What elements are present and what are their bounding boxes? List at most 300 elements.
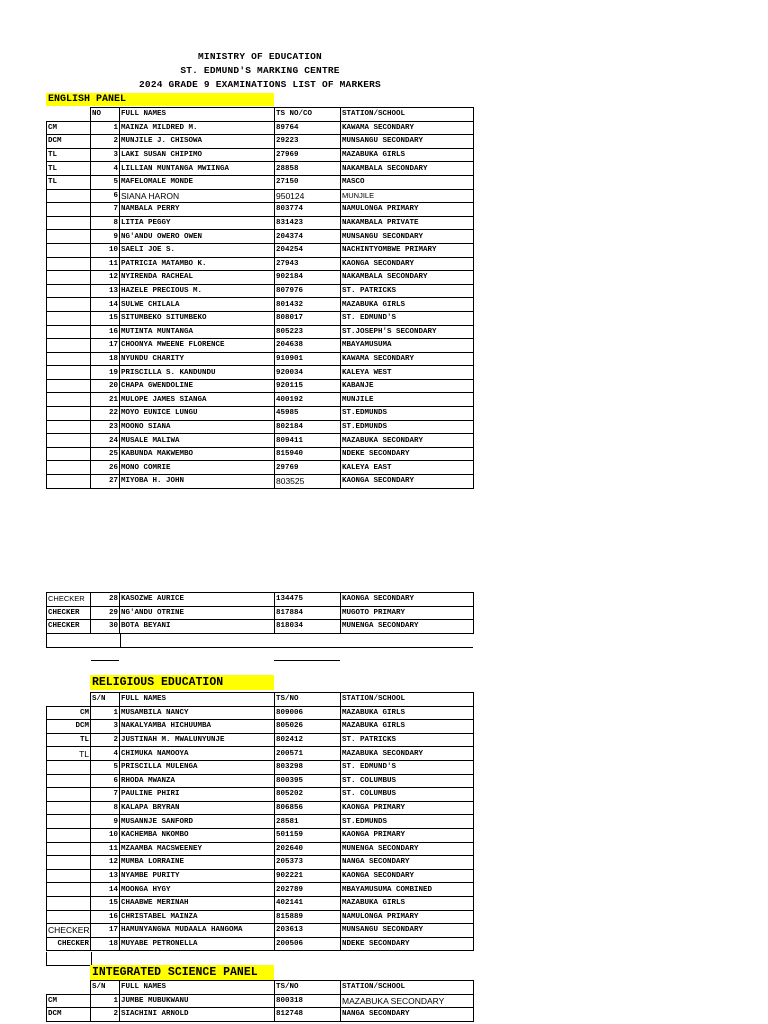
column-header: TS/NO — [275, 981, 341, 995]
full-name-cell: NYAMBE PURITY — [120, 869, 275, 883]
science-panel-title: INTEGRATED SCIENCE PANEL — [90, 965, 274, 980]
table-row — [47, 994, 474, 1008]
role-cell — [47, 910, 91, 924]
role-cell: TL — [47, 733, 91, 747]
full-name-cell: MOONO SIANA — [120, 420, 275, 434]
full-name-cell: CHAABWE MERINAH — [120, 896, 275, 910]
full-name-cell: CHAPA GWENDOLINE — [120, 379, 275, 393]
station-cell: MUNENGA SECONDARY — [341, 620, 474, 634]
number-cell: 7 — [91, 788, 120, 802]
number-cell: 12 — [91, 856, 120, 870]
blank-row-rule — [274, 660, 340, 661]
number-cell: 1 — [91, 994, 120, 1008]
station-cell: MAZABUKA GIRLS — [341, 148, 474, 162]
station-cell: ST. PATRICKS — [341, 284, 474, 298]
ts-number-cell: 803525 — [275, 475, 341, 489]
column-header — [47, 981, 91, 995]
number-cell: 14 — [91, 298, 120, 312]
station-cell: NAKAMBALA SECONDARY — [341, 271, 474, 285]
role-cell: DCM — [47, 135, 91, 149]
ts-number-cell: 815889 — [275, 910, 341, 924]
role-cell — [47, 189, 91, 203]
station-cell: ST. COLUMBUS — [341, 774, 474, 788]
role-cell — [47, 434, 91, 448]
station-cell: KALEYA EAST — [341, 461, 474, 475]
role-cell — [47, 243, 91, 257]
number-cell: 10 — [91, 243, 120, 257]
number-cell: 18 — [91, 937, 120, 951]
table-row — [47, 121, 474, 135]
column-header: TS NO/CO — [275, 108, 341, 122]
role-cell: CM — [47, 994, 91, 1008]
table-row — [47, 815, 474, 829]
full-name-cell: MOONGA HYGY — [120, 883, 275, 897]
column-header: S/N — [91, 693, 120, 707]
station-cell: ST. EDMUND'S — [341, 311, 474, 325]
number-cell: 24 — [91, 434, 120, 448]
station-cell: MUNSANGU SECONDARY — [341, 230, 474, 244]
role-cell — [47, 447, 91, 461]
role-cell — [47, 856, 91, 870]
role-cell — [47, 203, 91, 217]
number-cell: 17 — [91, 339, 120, 353]
station-cell: ST.EDMUNDS — [341, 815, 474, 829]
station-cell: NAKAMBALA SECONDARY — [341, 162, 474, 176]
role-cell: CHECKER — [47, 606, 91, 620]
full-name-cell: BOTA BEYANI — [120, 620, 275, 634]
full-name-cell: RHODA MWANZA — [120, 774, 275, 788]
ts-number-cell: 920115 — [275, 379, 341, 393]
ts-number-cell: 204638 — [275, 339, 341, 353]
ts-number-cell: 902221 — [275, 869, 341, 883]
table-row — [47, 842, 474, 856]
role-cell: DCM — [47, 720, 91, 734]
number-cell: 11 — [91, 257, 120, 271]
number-cell: 5 — [91, 760, 120, 774]
column-header: FULL NAMES — [120, 108, 275, 122]
full-name-cell: MZAAMBA MACSWEENEY — [120, 842, 275, 856]
full-name-cell: SITUMBEKO SITUMBEKO — [120, 311, 275, 325]
ts-number-cell: 402141 — [275, 896, 341, 910]
station-cell: NANGA SECONDARY — [341, 856, 474, 870]
table-row — [47, 298, 474, 312]
full-name-cell: HAZELE PRECIOUS M. — [120, 284, 275, 298]
role-cell: CM — [47, 706, 91, 720]
role-cell: TL — [47, 162, 91, 176]
role-cell: CM — [47, 121, 91, 135]
role-cell — [47, 475, 91, 489]
table-row — [47, 788, 474, 802]
station-cell: KAWAMA SECONDARY — [341, 121, 474, 135]
station-cell: KAONGA SECONDARY — [341, 475, 474, 489]
table-row — [47, 216, 474, 230]
table-row — [47, 937, 474, 951]
ts-number-cell: 202789 — [275, 883, 341, 897]
table-header-row — [47, 108, 474, 122]
ts-number-cell: 400192 — [275, 393, 341, 407]
number-cell: 10 — [91, 828, 120, 842]
column-header: NO — [91, 108, 120, 122]
ts-number-cell: 200571 — [275, 747, 341, 761]
full-name-cell: PRISCILLA S. KANDUNDU — [120, 366, 275, 380]
role-cell — [47, 760, 91, 774]
station-cell: MAZABUKA SECONDARY — [341, 434, 474, 448]
table-row — [47, 869, 474, 883]
blank-row-rule — [91, 660, 119, 661]
ts-number-cell: 45985 — [275, 407, 341, 421]
full-name-cell: MIYOBA H. JOHN — [120, 475, 275, 489]
number-cell: 16 — [91, 910, 120, 924]
full-name-cell: CHOONYA MWEENE FLORENCE — [120, 339, 275, 353]
station-cell: KAONGA SECONDARY — [341, 869, 474, 883]
column-header — [47, 108, 91, 122]
number-cell: 15 — [91, 896, 120, 910]
column-header: STATION/SCHOOL — [341, 981, 474, 995]
station-cell: NANGA SECONDARY — [341, 1008, 474, 1022]
ts-number-cell: 501159 — [275, 828, 341, 842]
role-cell — [47, 828, 91, 842]
station-cell: MUNENGA SECONDARY — [341, 842, 474, 856]
role-cell — [47, 883, 91, 897]
role-cell — [47, 869, 91, 883]
number-cell: 14 — [91, 883, 120, 897]
blank-row-rule — [119, 647, 473, 648]
ts-number-cell: 809006 — [275, 706, 341, 720]
column-header: FULL NAMES — [120, 693, 275, 707]
number-cell: 21 — [91, 393, 120, 407]
role-cell — [47, 801, 91, 815]
full-name-cell: SIACHINI ARNOLD — [120, 1008, 275, 1022]
role-cell — [47, 339, 91, 353]
number-cell: 4 — [91, 747, 120, 761]
full-name-cell: MUSALE MALIWA — [120, 434, 275, 448]
full-name-cell: KACHEMBA NKOMBO — [120, 828, 275, 842]
full-name-cell: MULOPE JAMES SIANGA — [120, 393, 275, 407]
ts-number-cell: 27943 — [275, 257, 341, 271]
full-name-cell: LAKI SUSAN CHIPIMO — [120, 148, 275, 162]
ts-number-cell: 205373 — [275, 856, 341, 870]
table-row — [47, 620, 474, 634]
religious-table — [46, 692, 474, 951]
table-row — [47, 447, 474, 461]
station-cell: MUGOTO PRIMARY — [341, 606, 474, 620]
number-cell: 5 — [91, 175, 120, 189]
full-name-cell: MUNJILE J. CHISOWA — [120, 135, 275, 149]
ts-number-cell: 950124 — [275, 189, 341, 203]
role-cell — [47, 230, 91, 244]
full-name-cell: JUMBE MUBUKWANU — [120, 994, 275, 1008]
full-name-cell: LITIA PEGGY — [120, 216, 275, 230]
ts-number-cell: 28858 — [275, 162, 341, 176]
number-cell: 23 — [91, 420, 120, 434]
role-cell — [47, 216, 91, 230]
station-cell: MUNSANGU SECONDARY — [341, 135, 474, 149]
station-cell: MBAYAMUSUMA COMBINED — [341, 883, 474, 897]
number-cell: 3 — [91, 720, 120, 734]
table-row — [47, 393, 474, 407]
table-row — [47, 896, 474, 910]
ts-number-cell: 817884 — [275, 606, 341, 620]
ts-number-cell: 807976 — [275, 284, 341, 298]
full-name-cell: CHRISTABEL MAINZA — [120, 910, 275, 924]
number-cell: 8 — [91, 801, 120, 815]
ts-number-cell: 818034 — [275, 620, 341, 634]
number-cell: 29 — [91, 606, 120, 620]
station-cell: NAMULONGA PRIMARY — [341, 203, 474, 217]
station-cell: MAZABUKA GIRLS — [341, 896, 474, 910]
station-cell: MUNJILE — [341, 189, 474, 203]
number-cell: 7 — [91, 203, 120, 217]
full-name-cell: SULWE CHILALA — [120, 298, 275, 312]
station-cell: NAKAMBALA PRIVATE — [341, 216, 474, 230]
role-cell — [47, 366, 91, 380]
number-cell: 12 — [91, 271, 120, 285]
table-row — [47, 593, 474, 607]
role-cell — [47, 774, 91, 788]
table-row — [47, 352, 474, 366]
english-panel-title: ENGLISH PANEL — [46, 93, 274, 106]
ts-number-cell: 920034 — [275, 366, 341, 380]
full-name-cell: SAELI JOE S. — [120, 243, 275, 257]
role-cell — [47, 325, 91, 339]
role-cell — [47, 407, 91, 421]
ts-number-cell: 808017 — [275, 311, 341, 325]
ts-number-cell: 28581 — [275, 815, 341, 829]
station-cell: KAONGA PRIMARY — [341, 801, 474, 815]
number-cell: 2 — [91, 1008, 120, 1022]
station-cell: KAWAMA SECONDARY — [341, 352, 474, 366]
table-row — [47, 175, 474, 189]
ts-number-cell: 910901 — [275, 352, 341, 366]
english-table — [46, 107, 474, 489]
number-cell: 9 — [91, 815, 120, 829]
ts-number-cell: 202640 — [275, 842, 341, 856]
station-cell: NDEKE SECONDARY — [341, 937, 474, 951]
station-cell: NAMULONGA PRIMARY — [341, 910, 474, 924]
role-cell — [47, 379, 91, 393]
table-row — [47, 148, 474, 162]
full-name-cell: NYIRENDA RACHEAL — [120, 271, 275, 285]
full-name-cell: NAKALYAMBA HICHUUMBA — [120, 720, 275, 734]
station-cell: MAZABUKA GIRLS — [341, 706, 474, 720]
ts-number-cell: 200506 — [275, 937, 341, 951]
ts-number-cell: 29223 — [275, 135, 341, 149]
full-name-cell: KASOZWE AURICE — [120, 593, 275, 607]
table-row — [47, 883, 474, 897]
full-name-cell: MUYABE PETRONELLA — [120, 937, 275, 951]
station-cell: KALEYA WEST — [341, 366, 474, 380]
role-cell: TL — [47, 747, 91, 761]
table-row — [47, 461, 474, 475]
ts-number-cell: 27150 — [275, 175, 341, 189]
table-row — [47, 856, 474, 870]
column-header — [47, 693, 91, 707]
number-cell: 4 — [91, 162, 120, 176]
number-cell: 17 — [91, 924, 120, 938]
header-line-3: 2024 GRADE 9 EXAMINATIONS LIST OF MARKERS — [139, 79, 381, 90]
table-row — [47, 243, 474, 257]
full-name-cell: CHIMUKA NAMOOYA — [120, 747, 275, 761]
role-cell — [47, 298, 91, 312]
full-name-cell: MOYO EUNICE LUNGU — [120, 407, 275, 421]
full-name-cell: PATRICIA MATAMBO K. — [120, 257, 275, 271]
role-cell — [47, 352, 91, 366]
full-name-cell: KABUNDA MAKWEMBO — [120, 447, 275, 461]
number-cell: 26 — [91, 461, 120, 475]
full-name-cell: MONO COMRIE — [120, 461, 275, 475]
role-cell — [47, 284, 91, 298]
full-name-cell: MUSAMBILA NANCY — [120, 706, 275, 720]
full-name-cell: LILLIAN MUNTANGA MWIINGA — [120, 162, 275, 176]
table-row — [47, 760, 474, 774]
role-cell — [47, 257, 91, 271]
table-row — [47, 828, 474, 842]
ts-number-cell: 815940 — [275, 447, 341, 461]
ts-number-cell: 809411 — [275, 434, 341, 448]
table-row — [47, 311, 474, 325]
table-row — [47, 720, 474, 734]
full-name-cell: MUTINTA MUNTANGA — [120, 325, 275, 339]
ts-number-cell: 805026 — [275, 720, 341, 734]
station-cell: MAZABUKA GIRLS — [341, 298, 474, 312]
role-cell: CHECKER — [47, 620, 91, 634]
ts-number-cell: 204374 — [275, 230, 341, 244]
station-cell: MAZABUKA GIRLS — [341, 720, 474, 734]
role-cell — [47, 896, 91, 910]
full-name-cell: JUSTINAH M. MWALUNYUNJE — [120, 733, 275, 747]
station-cell: ST. COLUMBUS — [341, 788, 474, 802]
full-name-cell: NAMBALA PERRY — [120, 203, 275, 217]
full-name-cell: KALAPA BRYRAN — [120, 801, 275, 815]
table-row — [47, 271, 474, 285]
number-cell: 20 — [91, 379, 120, 393]
table-row — [47, 801, 474, 815]
table-row — [47, 475, 474, 489]
station-cell: MBAYAMUSUMA — [341, 339, 474, 353]
full-name-cell: NG'ANDU OWERO OWEN — [120, 230, 275, 244]
ts-number-cell: 27969 — [275, 148, 341, 162]
ts-number-cell: 89764 — [275, 121, 341, 135]
role-cell — [47, 271, 91, 285]
number-cell: 28 — [91, 593, 120, 607]
full-name-cell: NG'ANDU OTRINE — [120, 606, 275, 620]
ts-number-cell: 204254 — [275, 243, 341, 257]
ts-number-cell: 800395 — [275, 774, 341, 788]
number-cell: 6 — [91, 189, 120, 203]
number-cell: 1 — [91, 706, 120, 720]
full-name-cell: MAFELOMALE MONDE — [120, 175, 275, 189]
ts-number-cell: 803298 — [275, 760, 341, 774]
station-cell: MAZABUKA SECONDARY — [341, 747, 474, 761]
table-row — [47, 924, 474, 938]
role-cell — [47, 311, 91, 325]
station-cell: ST.JOSEPH'S SECONDARY — [341, 325, 474, 339]
ts-number-cell: 134475 — [275, 593, 341, 607]
table-row — [47, 379, 474, 393]
table-row — [47, 434, 474, 448]
table-row — [47, 407, 474, 421]
table-row — [47, 366, 474, 380]
ts-number-cell: 831423 — [275, 216, 341, 230]
table-row — [47, 257, 474, 271]
ts-number-cell: 812748 — [275, 1008, 341, 1022]
station-cell: MAZABUKA SECONDARY — [341, 994, 474, 1008]
ts-number-cell: 902184 — [275, 271, 341, 285]
number-cell: 13 — [91, 869, 120, 883]
table-row — [47, 1008, 474, 1022]
station-cell: KABANJE — [341, 379, 474, 393]
religious-panel-title: RELIGIOUS EDUCATION — [90, 675, 274, 690]
ts-number-cell: 805223 — [275, 325, 341, 339]
role-cell: TL — [47, 148, 91, 162]
ts-number-cell: 805202 — [275, 788, 341, 802]
station-cell: ST.EDMUNDS — [341, 407, 474, 421]
table-row — [47, 606, 474, 620]
table-row — [47, 203, 474, 217]
table-row — [47, 706, 474, 720]
role-cell — [47, 420, 91, 434]
full-name-cell: NYUNDU CHARITY — [120, 352, 275, 366]
blank-cell — [46, 633, 121, 648]
table-row — [47, 339, 474, 353]
number-cell: 25 — [91, 447, 120, 461]
header-line-2: ST. EDMUND'S MARKING CENTRE — [180, 65, 340, 76]
blank-cell — [46, 952, 92, 966]
ts-number-cell: 801432 — [275, 298, 341, 312]
full-name-cell: PRISCILLA MULENGA — [120, 760, 275, 774]
number-cell: 2 — [91, 733, 120, 747]
column-header: TS/NO — [275, 693, 341, 707]
ts-number-cell: 29769 — [275, 461, 341, 475]
number-cell: 11 — [91, 842, 120, 856]
station-cell: NDEKE SECONDARY — [341, 447, 474, 461]
ts-number-cell: 802184 — [275, 420, 341, 434]
role-cell — [47, 393, 91, 407]
role-cell: CHECKER — [48, 925, 90, 936]
number-cell: 3 — [91, 148, 120, 162]
ts-number-cell: 803774 — [275, 203, 341, 217]
ts-number-cell: 203613 — [275, 924, 341, 938]
full-name-cell: PAULINE PHIRI — [120, 788, 275, 802]
english-checkers-table — [46, 592, 474, 634]
table-row — [47, 135, 474, 149]
table-row — [47, 230, 474, 244]
number-cell: 18 — [91, 352, 120, 366]
ts-number-cell: 806856 — [275, 801, 341, 815]
number-cell: 13 — [91, 284, 120, 298]
full-name-cell: MAINZA MILDRED M. — [120, 121, 275, 135]
station-cell: ST. EDMUND'S — [341, 760, 474, 774]
table-header-row — [47, 693, 474, 707]
column-header: STATION/SCHOOL — [341, 693, 474, 707]
role-cell — [47, 788, 91, 802]
header-line-1: MINISTRY OF EDUCATION — [198, 51, 322, 62]
number-cell: 9 — [91, 230, 120, 244]
station-cell: MUNJILE — [341, 393, 474, 407]
science-table — [46, 980, 474, 1022]
role-cell — [47, 842, 91, 856]
role-cell: DCM — [47, 1008, 91, 1022]
number-cell: 19 — [91, 366, 120, 380]
role-cell: CHECKER — [47, 593, 91, 607]
full-name-cell: MUMBA LORRAINE — [120, 856, 275, 870]
table-row — [47, 910, 474, 924]
station-cell: MASCO — [341, 175, 474, 189]
table-row — [47, 747, 474, 761]
table-row — [47, 420, 474, 434]
full-name-cell: SIANA HARON — [120, 189, 275, 203]
column-header: STATION/SCHOOL — [341, 108, 474, 122]
